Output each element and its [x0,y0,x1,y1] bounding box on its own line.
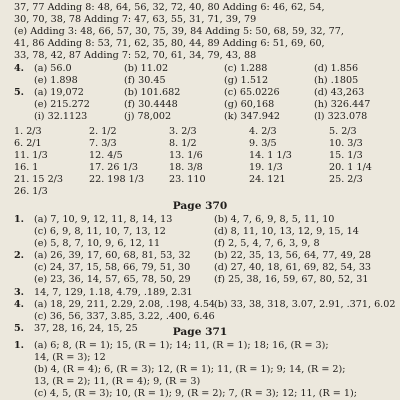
text-line: 33, 78, 42, 87 Adding 7: 52, 70, 61, 34, 79, 43, 88 [14,50,257,62]
answer-row [14,87,394,99]
text-line: 30, 70, 38, 78 Adding 7: 47, 63, 55, 31, 71, 39, 79 [14,14,257,26]
answer: 24. 121 [249,174,286,186]
answer: 22. 198 1/3 [89,174,145,186]
answers-4-5 [14,63,394,123]
answer: (f) 30.4448 [124,99,178,111]
answer: 6. 2/1 [14,138,42,150]
answer: 20. 1 1/4 [329,162,372,174]
answer: 23. 110 [169,174,206,186]
answer-left: (e) 23, 36, 14, 57, 65, 78, 50, 29 [34,274,191,286]
text-line: (e) Adding 3: 48, 66, 57, 30, 75, 39, 84 Adding 5: 50, 68, 59, 32, 77, [14,26,344,38]
answer: (k) 347.942 [224,111,281,123]
problem-number: 2. [14,250,25,262]
answer: 4. 2/3 [249,126,277,137]
answer-left: (e) 5, 8, 7, 10, 9, 6, 12, 11 [34,238,161,250]
answer: 16. 1 [14,162,39,174]
answer: 5. 2/3 [329,126,357,137]
answer-left: (a) 7, 10, 9, 12, 11, 8, 14, 13 [34,214,173,225]
answer: (l) 323.078 [314,111,368,123]
answer-right: (b) 22, 35, 13, 56, 64, 77, 49, 28 [214,250,372,262]
answer: (a) 19,072 [34,87,84,99]
answer: (g) 60,168 [224,99,275,111]
answer-row [14,126,394,138]
answer: (c) 65.0226 [224,87,280,99]
answer-row [14,214,394,226]
answer-left: (a) 26, 39, 17, 60, 68, 81, 53, 32 [34,250,191,262]
problem-number: 1. [14,214,25,225]
answer-left: (c) 36, 56, 337, 3.85, 3.22, .400, 6.46 [34,310,215,322]
answer: (i) 32.1123 [34,111,88,123]
answer: 11. 1/3 [14,150,48,162]
answer-row [14,162,394,174]
text-line: 37, 77 Adding 8: 48, 64, 56, 32, 72, 40, 80 Adding 6: 46, 62, 54, [14,2,325,13]
problem-number: 4. [14,63,25,74]
answer: 3. 2/3 [169,126,197,137]
answer-row [14,63,394,75]
answer: (a) 56.0 [34,63,72,74]
answer-row [14,99,394,111]
answer: (d) 43,263 [314,87,365,99]
answer: 26. 1/3 [14,186,48,198]
answer: 14. 1 1/3 [249,150,292,162]
answer-row [14,388,394,400]
answer: 10. 3/3 [329,138,363,150]
answer: 25. 2/3 [329,174,363,186]
text-line: 41, 86 Adding 8: 53, 71, 62, 35, 80, 44, 89 Adding 6: 51, 69, 60, [14,38,325,50]
answer-line: 13, (R = 2); 11, (R = 4); 9, (R = 3) [34,376,201,388]
answer: 18. 3/8 [169,162,203,174]
answer-left: (c) 24, 37, 15, 58, 66, 79, 51, 30 [34,262,191,274]
answer: 1. 2/3 [14,126,42,137]
answer-row [14,174,394,186]
answer: (b) 11.02 [124,63,169,74]
fraction-answers-grid [14,126,394,199]
page-370-heading: Page 370 [172,200,228,212]
answer-row [14,352,394,364]
answer: 12. 4/5 [89,150,123,162]
answer-right: (b) 33, 38, 318, 3.07, 2.91, .371, 6.02 [214,298,396,310]
answer-left: 37, 28, 16, 24, 15, 25 [34,322,138,334]
page-371-answers [14,340,394,400]
problem-number: 5. [14,87,25,99]
answer: (c) 1.288 [224,63,268,74]
answer-row [14,364,394,376]
answer: (e) 1.898 [34,75,78,87]
answer-row [14,287,394,299]
answer: 13. 1/6 [169,150,203,162]
answer-right: (b) 4, 7, 6, 9, 8, 5, 11, 10 [214,214,335,225]
answer: 8. 1/2 [169,138,197,150]
problem-number: 1. [14,340,25,351]
answer: 21. 15 2/3 [14,174,64,186]
answer-right: (d) 27, 40, 18, 61, 69, 82, 54, 33 [214,262,372,274]
answer-row [14,75,394,87]
answer-row [14,376,394,388]
answer-line: (b) 4, (R = 4); 6, (R = 3); 12, (R = 1); 11, (R = 1); 9; 14, (R = 2); [34,364,346,376]
answer-row [14,138,394,150]
answer-row [14,262,394,274]
answer: (d) 1.856 [314,63,359,74]
answer-row [14,226,394,238]
answer-row [14,250,394,262]
answer: (b) 101.682 [124,87,181,99]
answer: (g) 1.512 [224,75,269,87]
answer: (j) 78,002 [124,111,172,123]
answer-left: (a) 18, 29, 211, 2.29, 2.08, .198, 4.54 [34,298,216,310]
answer: 17. 26 1/3 [89,162,139,174]
answer-line: (c) 4, 5, (R = 3); 10, (R = 1); 9, (R = 2); 7, (R = 3); 12; 11, (R = 1); [34,388,357,400]
answer-line: (a) 6; 8, (R = 1); 15, (R = 1); 14; 11, (R = 1); 18; 16, (R = 3); [34,340,329,351]
answer: 7. 3/3 [89,138,117,150]
answer-left: 14, 7, 129, 1.18, 4.79, .189, 2.31 [34,286,193,298]
problem-number: 3. [14,286,25,298]
answer-left: (c) 6, 9, 8, 11, 10, 7, 13, 12 [34,226,166,238]
answer-right: (d) 8, 11, 10, 13, 12, 9, 15, 14 [214,226,359,238]
answer-row [14,150,394,162]
answer: 9. 3/5 [249,138,277,150]
answer: 19. 1/3 [249,162,283,174]
answer: (h) .1805 [314,75,359,87]
answer-right: (f) 25, 38, 16, 59, 67, 80, 52, 31 [214,274,369,286]
problem-number: 5. [14,322,25,334]
answer-row [14,299,394,311]
page-371-heading: Page 371 [172,326,228,338]
answer-row [14,186,394,198]
answer: 15. 1/3 [329,150,363,162]
answer-row [14,340,394,352]
answer-row [14,238,394,250]
answer-right: (f) 2, 5, 4, 7, 6, 3, 9, 8 [214,238,320,250]
answer: (h) 326.447 [314,99,371,111]
answers-top-continuation [14,2,394,62]
answer-row [14,274,394,286]
answer-line: 14, (R = 3); 12 [34,352,106,364]
page-370-answers [14,214,394,335]
problem-number: 4. [14,298,25,310]
answer: (f) 30.45 [124,75,166,87]
answer-row [14,111,394,123]
answer: 2. 1/2 [89,126,117,137]
answer-row [14,311,394,323]
answer: (e) 215.272 [34,99,90,111]
